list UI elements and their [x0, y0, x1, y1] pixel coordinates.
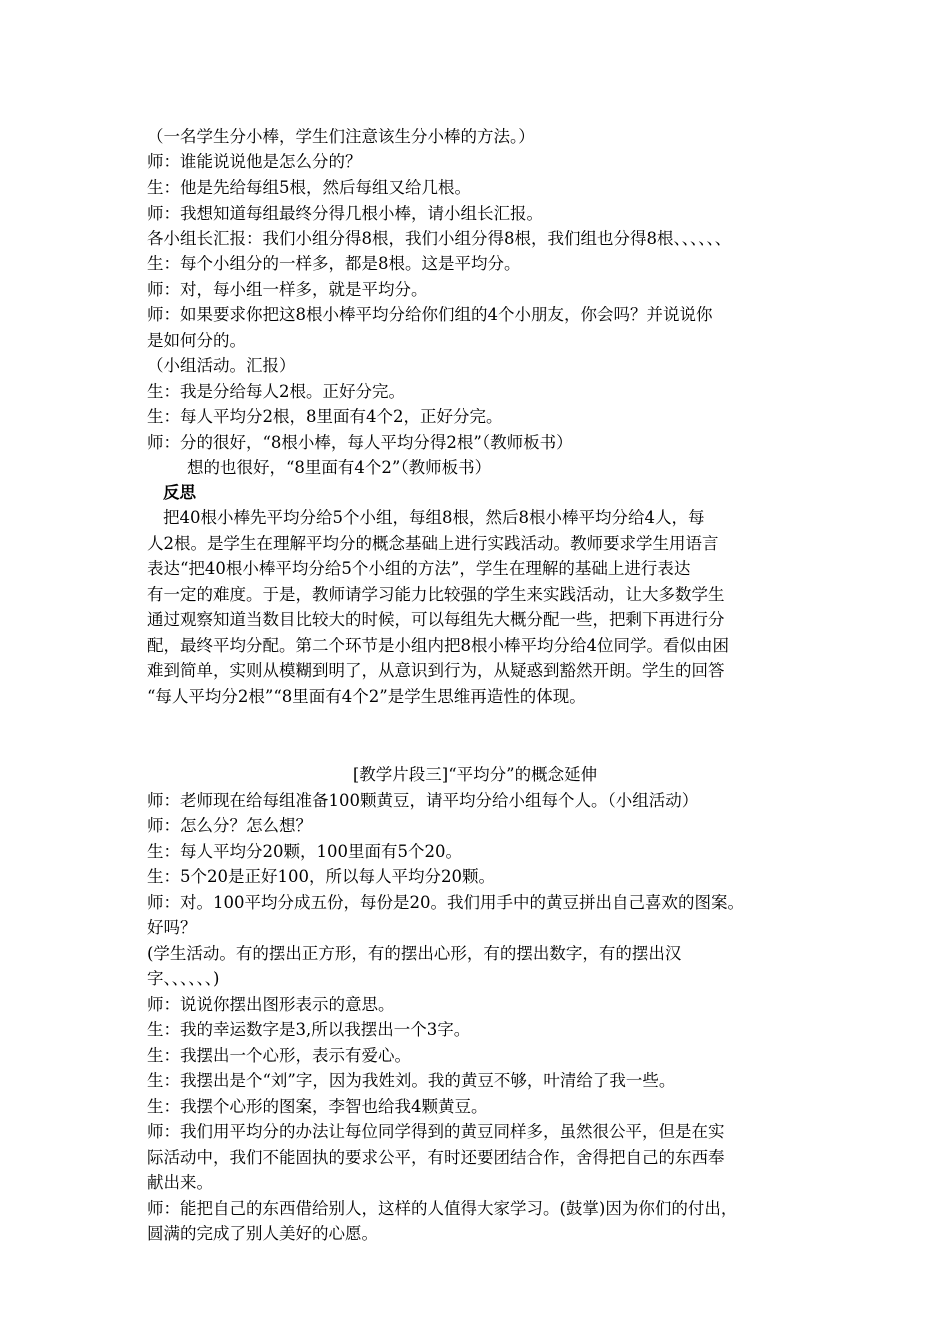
dialogue-line: 师：分的很好，“8根小棒，每人平均分得2根”（教师板书）	[147, 433, 573, 452]
dialogue-line: 各小组长汇报：我们小组分得8根，我们小组分得8根，我们组也分得8根、、、、、、	[147, 229, 732, 248]
reflection-paragraph-line: 有一定的难度。于是，教师请学习能力比较强的学生来实践活动，让大多数学生	[147, 585, 725, 604]
dialogue-line: 师：说说你摆出图形表示的意思。	[147, 995, 395, 1014]
dialogue-line: 是如何分的。	[147, 331, 246, 350]
dialogue-line: 生：我摆出是个“刘”字，因为我姓刘。我的黄豆不够，叶清给了我一些。	[147, 1071, 676, 1090]
dialogue-line: 生：每个小组分的一样多，都是8根。这是平均分。	[147, 254, 521, 273]
dialogue-line: 生：我的幸运数字是3,所以我摆出一个3字。	[147, 1020, 471, 1039]
section-title: [教学片段三]“平均分”的概念延伸	[352, 765, 598, 784]
dialogue-line: 生：我摆个心形的图案，李智也给我4颗黄豆。	[147, 1097, 488, 1116]
reflection-paragraph-line: “每人平均分2根”“8里面有4个2”是学生思维再造性的体现。	[147, 687, 586, 706]
dialogue-line: 生：每人平均分20颗，100里面有5个20。	[147, 842, 462, 861]
dialogue-line: 师：老师现在给每组准备100颗黄豆，请平均分给小组每个人。（小组活动）	[147, 791, 699, 810]
reflection-paragraph-line: 配，最终平均分配。第二个环节是小组内把8根小棒平均分给4位同学。看似由困	[147, 636, 729, 655]
reflection-paragraph-line: 把40根小棒先平均分给5个小组，每组8根，然后8根小棒平均分给4人，每	[163, 508, 705, 527]
dialogue-line: 生：每人平均分2根，8里面有4个2，正好分完。	[147, 407, 503, 426]
dialogue-line: 生：我是分给每人2根。正好分完。	[147, 382, 405, 401]
dialogue-line: （一名学生分小棒，学生们注意该生分小棒的方法。）	[147, 127, 535, 146]
dialogue-line: 师：对。100平均分成五份，每份是20。我们用手中的黄豆拼出自己喜欢的图案。	[147, 893, 744, 912]
dialogue-line: 师：对，每小组一样多，就是平均分。	[147, 280, 428, 299]
dialogue-line: 字、、、、、、)	[147, 969, 220, 988]
dialogue-line: 师：如果要求你把这8根小棒平均分给你们组的4个小朋友，你会吗？并说说你	[147, 305, 713, 324]
dialogue-line: 际活动中，我们不能固执的要求公平，有时还要团结合作，舍得把自己的东西奉	[147, 1148, 725, 1167]
dialogue-line: 师：我们用平均分的办法让每位同学得到的黄豆同样多，虽然很公平，但是在实	[147, 1122, 725, 1141]
dialogue-line: 师：能把自己的东西借给别人，这样的人值得大家学习。(鼓掌)因为你们的付出，	[147, 1199, 738, 1218]
reflection-paragraph-line: 通过观察知道当数目比较大的时候，可以每组先大概分配一些，把剩下再进行分	[147, 610, 725, 629]
dialogue-line: (学生活动。有的摆出正方形，有的摆出心形，有的摆出数字，有的摆出汉	[147, 944, 682, 963]
dialogue-line: 生：我摆出一个心形，表示有爱心。	[147, 1046, 411, 1065]
dialogue-line: 献出来。	[147, 1173, 213, 1192]
reflection-heading: 反思	[163, 483, 196, 502]
reflection-paragraph-line: 人2根。是学生在理解平均分的概念基础上进行实践活动。教师要求学生用语言	[147, 534, 719, 553]
dialogue-line: （小组活动。汇报）	[147, 356, 296, 375]
dialogue-line: 师：我想知道每组最终分得几根小棒，请小组长汇报。	[147, 204, 543, 223]
dialogue-line: 生：他是先给每组5根，然后每组又给几根。	[147, 178, 471, 197]
dialogue-line: 生：5个20是正好100，所以每人平均分20颗。	[147, 867, 495, 886]
dialogue-line: 好吗？	[147, 918, 197, 937]
reflection-paragraph-line: 难到简单，实则从模糊到明了，从意识到行为，从疑惑到豁然开朗。学生的回答	[147, 661, 725, 680]
dialogue-line: 师：谁能说说他是怎么分的？	[147, 152, 362, 171]
dialogue-line: 师：怎么分？怎么想？	[147, 816, 312, 835]
dialogue-line-indented: 想的也很好，“8里面有4个2”（教师板书）	[187, 458, 492, 477]
dialogue-line: 圆满的完成了别人美好的心愿。	[147, 1224, 378, 1243]
reflection-paragraph-line: 表达“把40根小棒平均分给5个小组的方法”，学生在理解的基础上进行表达	[147, 559, 691, 578]
